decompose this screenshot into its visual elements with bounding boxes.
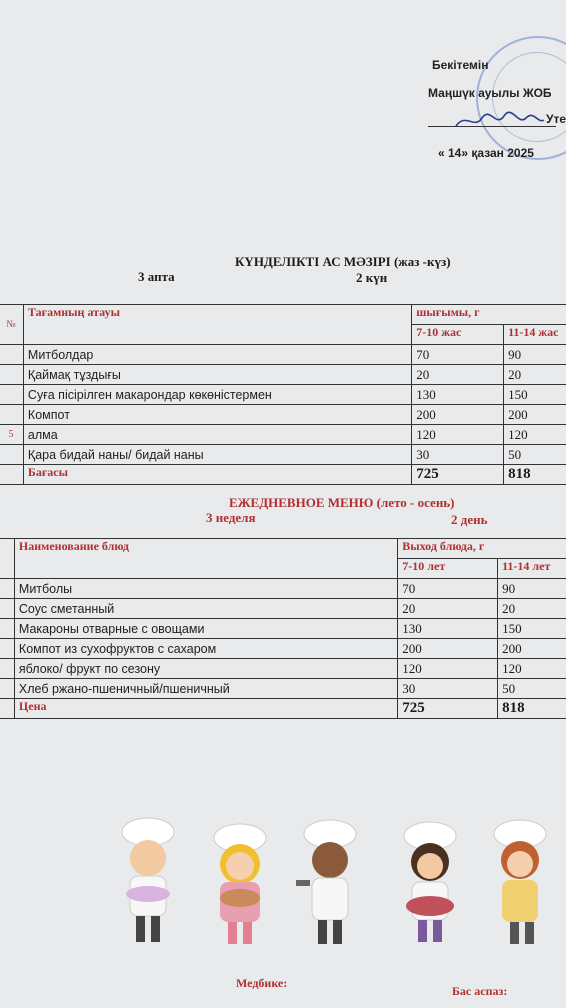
- yield-11-14: 90: [504, 345, 566, 365]
- ru-day: 2 день: [451, 512, 488, 527]
- chef-kid-icon: [404, 822, 456, 942]
- yield-7-10: 30: [412, 445, 504, 465]
- dish-name: Митболы: [14, 579, 397, 599]
- dish-name: яблоко/ фрукт по сезону: [14, 659, 397, 679]
- ru-age-11-14: 11-14 лет: [498, 559, 566, 579]
- yield-7-10: 200: [398, 639, 498, 659]
- row-index: [0, 385, 23, 405]
- approval-org: Маңшүк ауылы ЖОБ: [428, 86, 552, 100]
- chef-kid-icon: [122, 818, 174, 942]
- nurse-label: Медбике:: [236, 976, 288, 990]
- table-row: [0, 679, 566, 699]
- kz-age-11-14: 11-14 жас: [504, 325, 566, 345]
- yield-11-14: 200: [498, 639, 566, 659]
- ru-idx-header: [0, 539, 14, 579]
- total-label: Цена: [14, 699, 397, 719]
- row-index: [0, 445, 23, 465]
- row-index: [0, 465, 23, 485]
- total-row: [0, 699, 566, 719]
- kz-menu-title: КҮНДЕЛІКТІ АС МӘЗІРІ (жаз -күз): [235, 254, 451, 269]
- chef-kid-icon: [494, 820, 546, 944]
- dish-name: Митболдар: [23, 345, 411, 365]
- yield-11-14: 90: [498, 579, 566, 599]
- row-index: [0, 365, 23, 385]
- total-row: [0, 465, 566, 485]
- kz-header-yield: шығымы, г: [412, 305, 566, 325]
- dish-name: Соус сметанный: [14, 599, 397, 619]
- kz-day: 2 күн: [356, 270, 388, 285]
- table-row: [0, 365, 566, 385]
- kz-age-7-10: 7-10 жас: [412, 325, 504, 345]
- ru-menu-table: [0, 538, 566, 719]
- row-index: [0, 639, 14, 659]
- table-row: [0, 425, 566, 445]
- kz-header-name: Тағамның атауы: [23, 305, 411, 345]
- table-row: [0, 599, 566, 619]
- total-7-10: 725: [412, 465, 504, 485]
- ru-header-name: Наименование блюд: [14, 539, 397, 579]
- yield-11-14: 200: [504, 405, 566, 425]
- dish-name: Макароны отварные с овощами: [14, 619, 397, 639]
- yield-11-14: 120: [504, 425, 566, 445]
- dish-name: Қара бидай наны/ бидай наны: [23, 445, 411, 465]
- kz-week: 3 апта: [138, 269, 175, 284]
- yield-7-10: 120: [412, 425, 504, 445]
- ru-week: 3 неделя: [206, 510, 256, 525]
- dish-name: Компот из сухофруктов с сахаром: [14, 639, 397, 659]
- total-label: Бағасы: [23, 465, 411, 485]
- table-row: [0, 445, 566, 465]
- yield-7-10: 130: [398, 619, 498, 639]
- approval-date: « 14» қазан 2025: [438, 146, 534, 160]
- cook-label: Бас аспаз:: [452, 984, 508, 998]
- table-row: [0, 579, 566, 599]
- yield-11-14: 150: [504, 385, 566, 405]
- chef-kid-icon: [296, 820, 356, 944]
- kz-menu-table: [0, 304, 566, 485]
- table-row: [0, 619, 566, 639]
- ru-menu-title: ЕЖЕДНЕВНОЕ МЕНЮ (лето - осень): [229, 495, 455, 510]
- row-index: [0, 579, 14, 599]
- row-index: [0, 679, 14, 699]
- dish-name: Компот: [23, 405, 411, 425]
- yield-11-14: 50: [498, 679, 566, 699]
- signature-icon: [452, 108, 548, 134]
- table-row: [0, 385, 566, 405]
- row-index: [0, 619, 14, 639]
- dish-name: Қаймақ тұздығы: [23, 365, 411, 385]
- yield-7-10: 200: [412, 405, 504, 425]
- chef-kids-illustration: [100, 810, 566, 950]
- yield-11-14: 50: [504, 445, 566, 465]
- total-11-14: 818: [504, 465, 566, 485]
- yield-11-14: 150: [498, 619, 566, 639]
- ru-age-7-10: 7-10 лет: [398, 559, 498, 579]
- kz-idx-header: №: [0, 305, 23, 345]
- total-11-14: 818: [498, 699, 566, 719]
- row-index: [0, 405, 23, 425]
- dish-name: алма: [23, 425, 411, 445]
- dish-name: Суға пісірілген макарондар көкөністермен: [23, 385, 411, 405]
- yield-7-10: 70: [412, 345, 504, 365]
- yield-7-10: 30: [398, 679, 498, 699]
- row-index: 5: [0, 425, 23, 445]
- row-index: [0, 659, 14, 679]
- dish-name: Хлеб ржано-пшеничный/пшеничный: [14, 679, 397, 699]
- chef-kid-icon: [214, 824, 266, 944]
- table-row: [0, 405, 566, 425]
- ru-header-yield: Выход блюда, г: [398, 539, 566, 559]
- yield-7-10: 20: [412, 365, 504, 385]
- yield-7-10: 70: [398, 579, 498, 599]
- yield-7-10: 20: [398, 599, 498, 619]
- row-index: [0, 345, 23, 365]
- yield-7-10: 120: [398, 659, 498, 679]
- yield-11-14: 20: [504, 365, 566, 385]
- row-index: [0, 699, 14, 719]
- table-row: [0, 659, 566, 679]
- signature-line: [428, 126, 556, 127]
- approval-title: Бекітемін: [432, 58, 489, 72]
- total-7-10: 725: [398, 699, 498, 719]
- yield-7-10: 130: [412, 385, 504, 405]
- table-row: [0, 639, 566, 659]
- approval-role: Уте: [546, 112, 566, 126]
- yield-11-14: 20: [498, 599, 566, 619]
- row-index: [0, 599, 14, 619]
- yield-11-14: 120: [498, 659, 566, 679]
- table-row: [0, 345, 566, 365]
